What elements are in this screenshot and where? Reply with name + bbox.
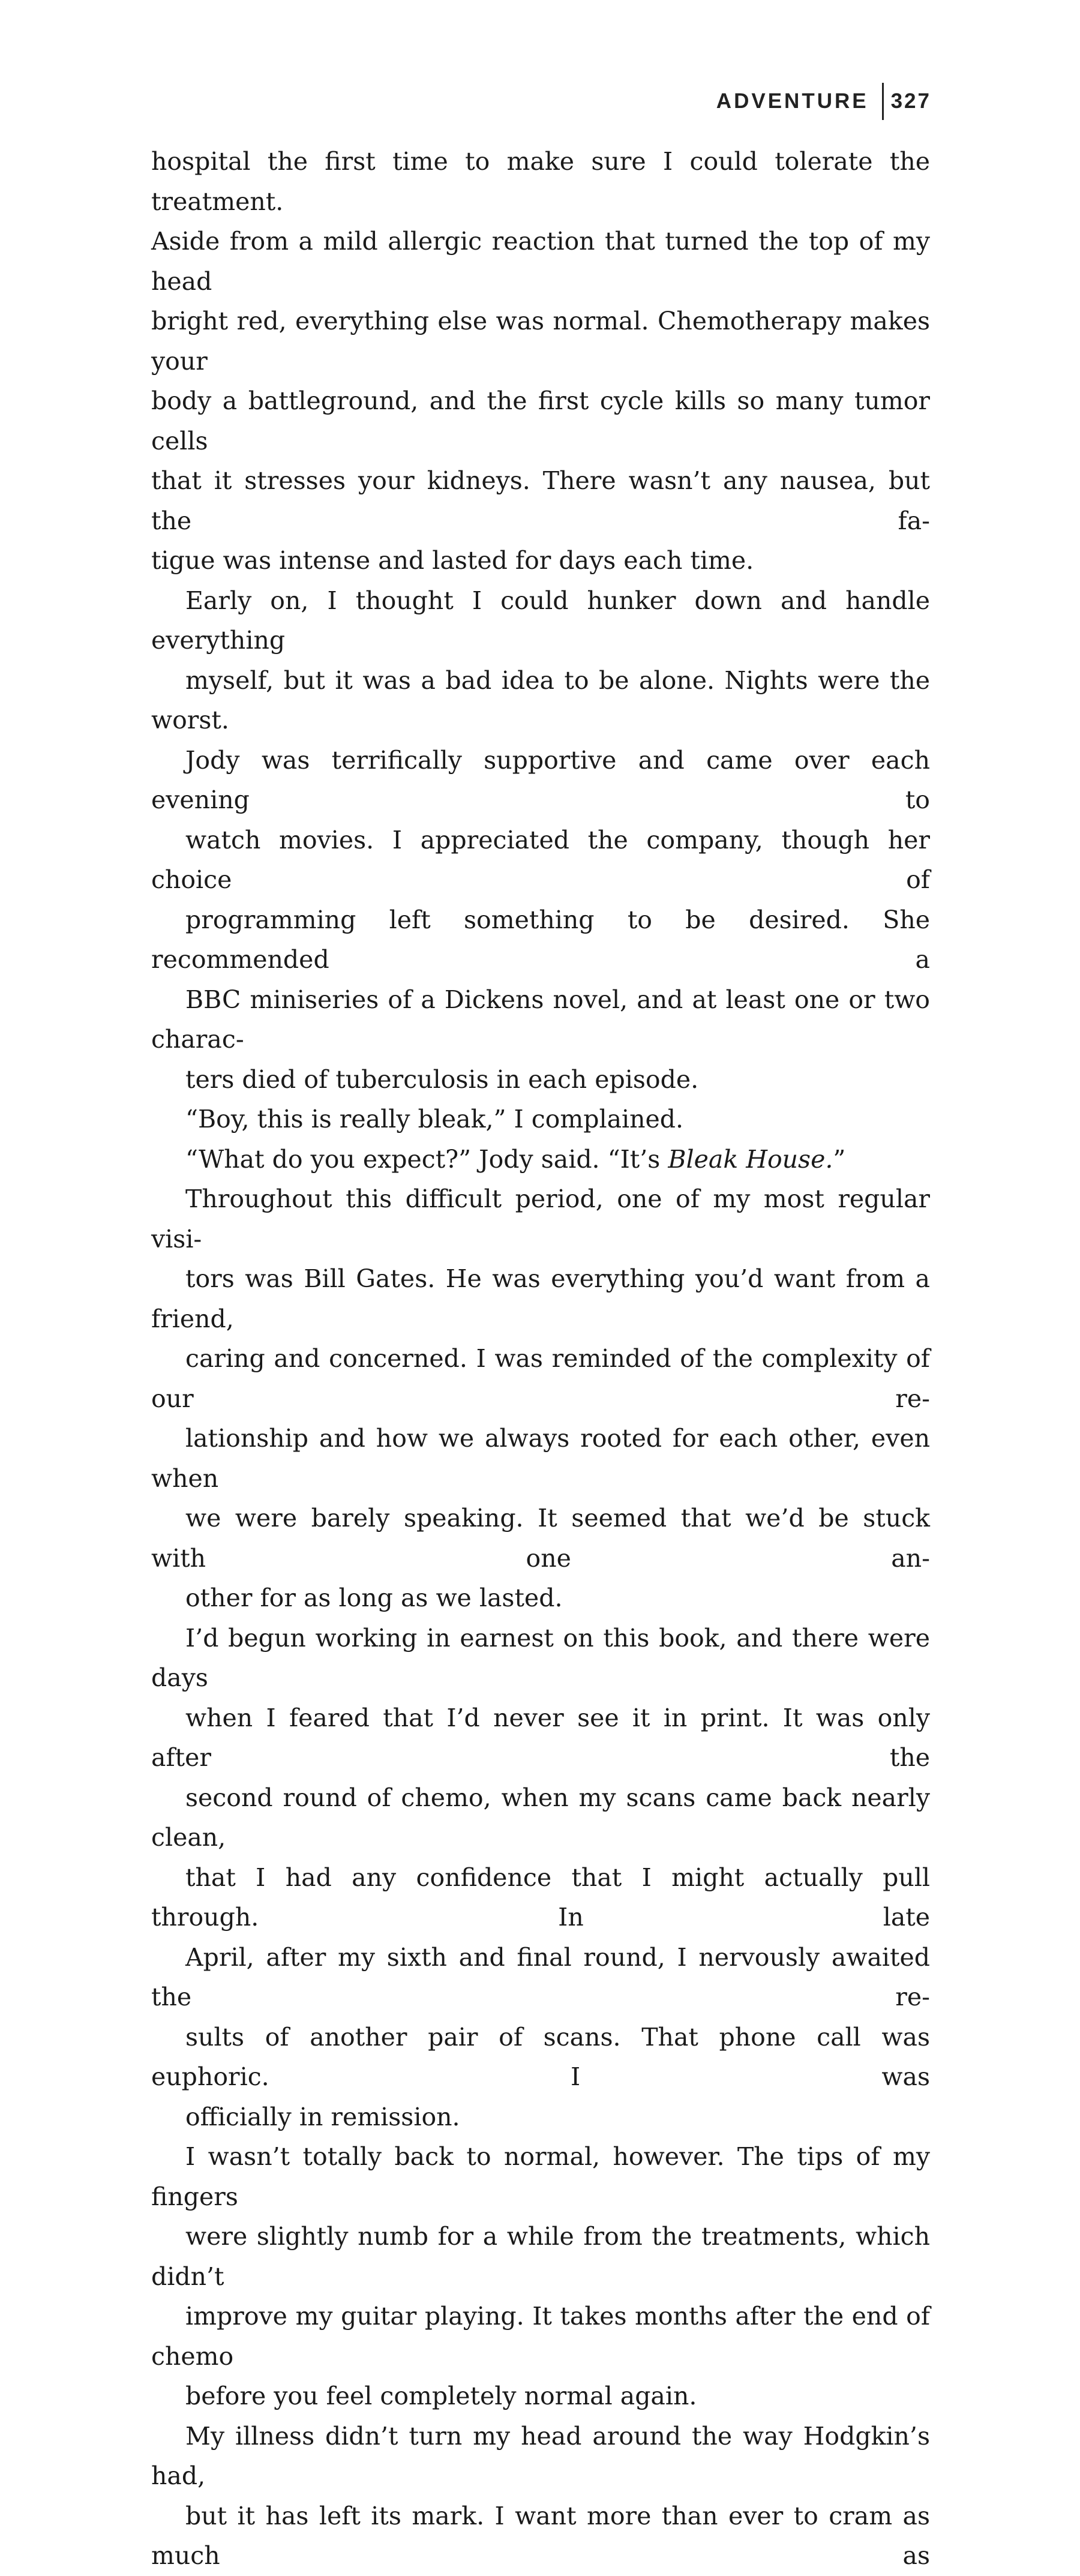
text-line: other for as long as we lasted.	[185, 1584, 563, 1612]
text-line: we were barely speaking. It seemed that we’d be stuck with one an-	[151, 1504, 930, 1573]
text-line: improve my guitar playing. It takes months after the end of chemo	[151, 2302, 930, 2371]
running-head-section: ADVENTURE	[716, 89, 869, 113]
text-line: I’d begun working in earnest on this book, and there were days	[151, 1623, 930, 1692]
paragraph-7	[151, 2137, 930, 2416]
page-number: 327	[890, 89, 931, 113]
text-line	[151, 1139, 930, 1180]
paragraph-1	[151, 142, 930, 581]
text-line: tors was Bill Gates. He was everything you’d want from a friend,	[151, 1264, 930, 1333]
text-line: but it has left its mark. I want more than ever to cram as much as	[151, 2501, 930, 2570]
text-line: watch movies. I appreciated the company, though her choice of	[151, 825, 930, 894]
text-line: before you feel completely normal again.	[185, 2382, 697, 2410]
text-line: officially in remission.	[185, 2102, 460, 2131]
text-line: bright red, everything else was normal. Chemotherapy makes your	[151, 307, 930, 376]
text-line: body a battleground, and the first cycle kills so many tumor cells	[151, 386, 930, 455]
paragraph-8	[151, 2416, 930, 2576]
quote-close: ”	[833, 1144, 846, 1174]
book-title: Bleak House.	[668, 1144, 833, 1174]
text-line: Early on, I thought I could hunker down and handle everything	[151, 586, 930, 655]
paragraph-3	[151, 1099, 930, 1139]
text-line: My illness didn’t turn my head around the way Hodgkin’s had,	[151, 2421, 930, 2490]
text-line: that it stresses your kidneys. There wasn’t any nausea, but the fa-	[151, 466, 930, 535]
text-line: Jody was terrifically supportive and came over each evening to	[151, 745, 930, 814]
text-line: lationship and how we always rooted for each other, even when	[151, 1424, 930, 1493]
text-line: Aside from a mild allergic reaction that turned the top of my head	[151, 227, 930, 296]
text-line: hospital the first time to make sure I could tolerate the treatment.	[151, 147, 930, 216]
text-line: sults of another pair of scans. That phone call was euphoric. I was	[151, 2022, 930, 2091]
running-head	[716, 83, 931, 120]
text-line: programming left something to be desired. She recommended a	[151, 905, 930, 974]
paragraph-4	[151, 1139, 930, 1180]
text-line: ters died of tuberculosis in each episode.	[185, 1064, 699, 1094]
text-line: second round of chemo, when my scans came back nearly clean,	[151, 1783, 930, 1852]
body-text	[151, 142, 930, 2576]
quote-text: “What do you expect?” Jody said. “It’s	[185, 1144, 668, 1174]
text-line: when I feared that I’d never see it in print. It was only after the	[151, 1703, 930, 1772]
text-line: BBC miniseries of a Dickens novel, and at least one or two charac-	[151, 985, 930, 1054]
text-line: “Boy, this is really bleak,” I complained.	[185, 1105, 684, 1133]
text-line: that I had any confidence that I might actually pull through. In late	[151, 1863, 930, 1932]
text-line: tigue was intense and lasted for days each time.	[151, 546, 754, 575]
paragraph-6	[151, 1618, 930, 2137]
paragraph-2	[151, 581, 930, 1100]
text-line: Throughout this difficult period, one of my most regular visi-	[151, 1184, 930, 1253]
text-line: myself, but it was a bad idea to be alone. Nights were the worst.	[151, 665, 930, 734]
text-line: April, after my sixth and final round, I nervously awaited the re-	[151, 1942, 930, 2011]
paragraph-5	[151, 1179, 930, 1618]
text-line: were slightly numb for a while from the treatments, which didn’t	[151, 2222, 930, 2291]
text-line: I wasn’t totally back to normal, however. The tips of my fingers	[151, 2142, 930, 2211]
text-line: caring and concerned. I was reminded of the complexity of our re-	[151, 1344, 930, 1413]
